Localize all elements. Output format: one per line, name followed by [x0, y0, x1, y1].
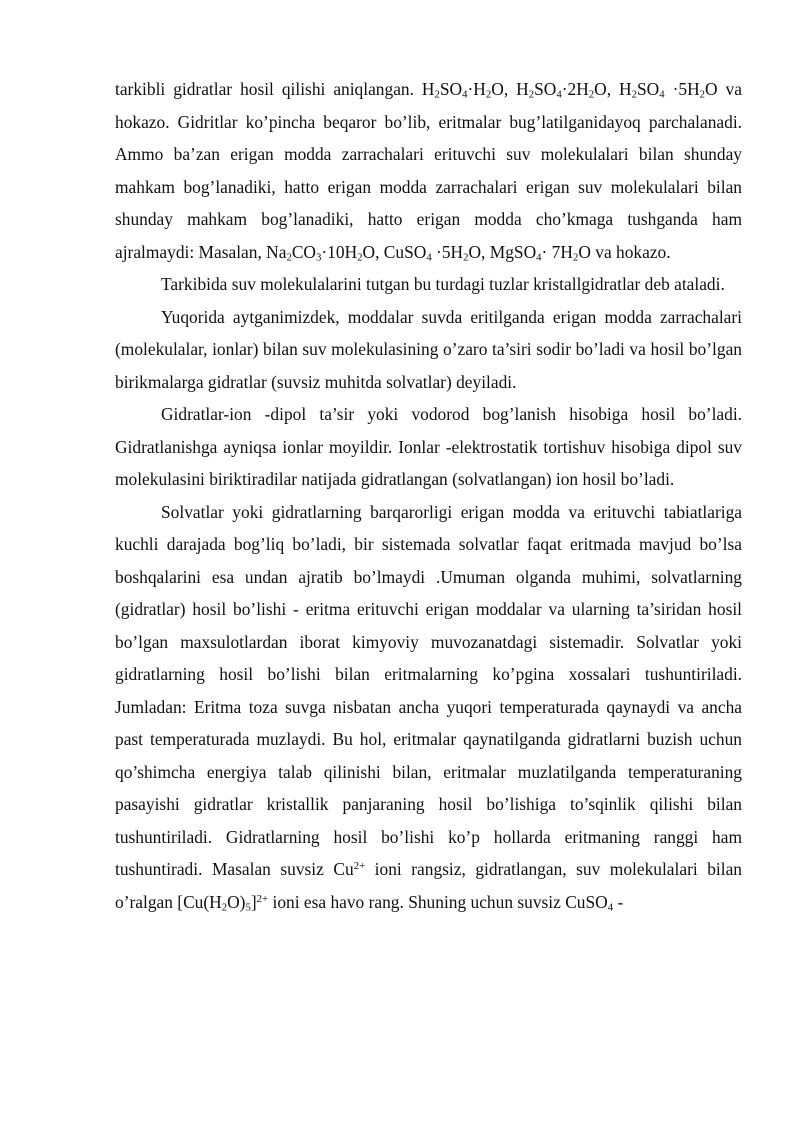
text-run: ·H — [467, 79, 486, 99]
subscript: 3 — [316, 251, 322, 264]
subscript: 4 — [536, 251, 542, 264]
subscript: 5 — [245, 901, 251, 914]
subscript: 2 — [485, 88, 492, 101]
text-run: - — [613, 891, 624, 912]
text-run: Yuqorida aytganimizdek, moddalar suvda eritilganda erigan modda zarrachalari (molekulalar, ionlar) bilan suv molekulasining o’zaro ta’siri sodir bo’ladi va hosil bo’lgan birikmalarga gidratlar (suvsiz muhitda solvatlar) deyiladi. — [115, 306, 742, 392]
text-run: O, H — [491, 79, 529, 99]
subscript: 2 — [221, 901, 228, 914]
superscript: 2+ — [353, 860, 366, 873]
text-run: tarkibli gidratlar hosil qilishi aniqlangan. H — [115, 79, 435, 99]
text-run: O va hokazo. — [578, 241, 671, 262]
subscript: 2 — [588, 88, 595, 101]
text-run: ·10H — [321, 241, 358, 262]
paragraph — [115, 496, 742, 919]
subscript: 4 — [426, 251, 432, 264]
text-run: ·2H — [561, 79, 589, 99]
text-run: Tarkibida suv molekulalarini tutgan bu turdagi tuzlar kristallgidratlar deb ataladi. — [161, 274, 725, 294]
paragraph — [115, 398, 742, 496]
subscript: 2 — [572, 251, 579, 264]
superscript: 2+ — [256, 892, 269, 905]
subscript: 4 — [659, 88, 665, 101]
text-run: O va hokazo. Gidritlar ko’pincha beqaror bo’lib, eritmalar bug’latilganidayoq parchalanadi. Ammo ba’zan erigan modda zarrachalari erituvchi suv molekulalari bilan shunday mahkam bog’lanadiki, hatto erigan modda zarrachalari erigan suv molekulalari bilan shunday mahkam bog’lanadiki, hatto erigan modda cho’kmaga tushganda ham ajralmaydi: Masalan, Na — [115, 79, 742, 262]
text-run: SO — [534, 79, 557, 99]
text-run: ·5H — [431, 241, 464, 262]
subscript: 4 — [462, 88, 468, 101]
subscript: 2 — [528, 88, 535, 101]
text-run: ioni esa havo rang. Shuning uchun suvsiz CuSO — [268, 891, 608, 912]
text-run: SO — [439, 79, 463, 99]
subscript: 2 — [286, 251, 292, 264]
text-run: ioni rangsiz, gidratlangan, suv molekulalari bilan o’ralgan [Cu(H — [115, 859, 742, 912]
subscript: 2 — [434, 88, 440, 101]
text-run: SO — [636, 79, 660, 99]
text-run: ] — [250, 891, 257, 912]
text-run: Solvatlar yoki gidratlarning barqarorligi erigan modda va erituvchi tabiatlariga kuchli darajada bog’liq bo’ladi, bir sistemada solvatlar faqat eritmada mavjud bo’lsa boshqalarini esa undan ajratib bo’lmaydi .Umuman olganda muhimi, solvatlarning (gidratlar) hosil bo’lishi - eritma erituvchi erigan moddalar va ularning ta’siridan hosil bo’lgan maxsulotlardan iborat kimyoviy muvozanatdagi sistemadir. Solvatlar yoki gidratlarning hosil bo’lishi bilan eritmalarning ko’pgina xossalari tushuntiriladi. Jumladan: Eritma toza suvga nisbatan ancha yuqori temperaturada qaynaydi va ancha past temperaturada muzlaydi. Bu hol, eritmalar qaynatilganda gidratlarni buzish uchun qo’shimcha energiya talab qilinishi bilan, eritmalar muzlatilganda temperaturaning pasayishi gidratlar kristallik panjaraning hosil bo’lishiga to’sqinlik qilishi bilan tushuntiriladi. Gidratlarning hosil bo’lishi ko’p hollarda eritmaning ranggi ham tushuntiradi. Masalan suvsiz Cu — [115, 501, 742, 879]
paragraph — [115, 73, 742, 268]
subscript: 2 — [699, 88, 706, 101]
text-run: O) — [227, 891, 246, 912]
subscript: 2 — [631, 88, 637, 101]
text-run: Gidratlar-ion -dipol ta’sir yoki vodorod bog’lanish hisobiga hosil bo’ladi. Gidratlanishga ayniqsa ionlar moyildir. Ionlar -elektrostatik tortishuv hisobiga dipol suv molekulasini biriktiradilar natijada gidratlangan (solvatlangan) ion hosil bo’ladi. — [115, 404, 742, 489]
paragraph — [115, 268, 742, 301]
text-run: O, MgSO — [468, 241, 537, 262]
subscript: 4 — [607, 901, 614, 914]
paragraph — [115, 301, 742, 399]
document-page — [115, 73, 742, 918]
subscript: 4 — [556, 88, 562, 101]
subscript: 2 — [463, 251, 469, 264]
text-run: · 7H — [541, 241, 573, 262]
text-run: O, CuSO — [362, 241, 427, 262]
subscript: 2 — [357, 251, 363, 264]
text-run: O, H — [594, 79, 632, 99]
text-run: ·5H — [664, 79, 700, 99]
text-run: CO — [291, 241, 316, 262]
